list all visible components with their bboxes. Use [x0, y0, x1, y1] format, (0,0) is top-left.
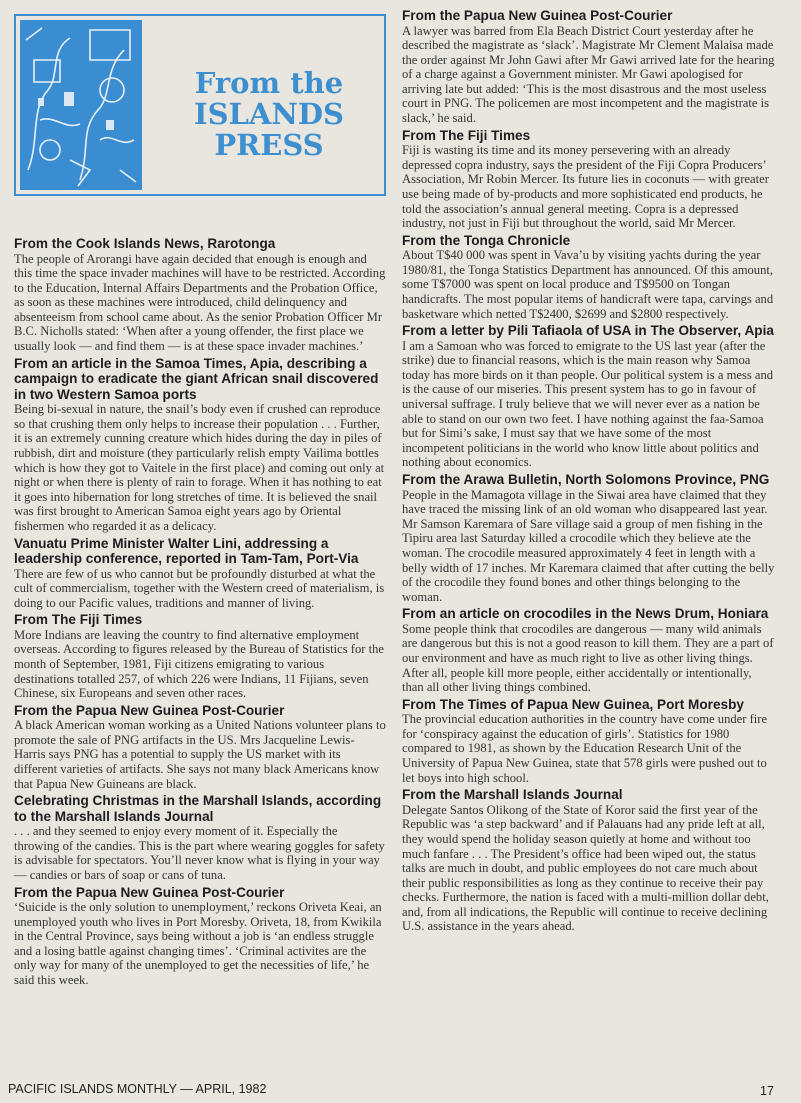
article-body: Being bi-sexual in nature, the snail’s body even if crushed can reproduce so that crushing them only helps to increase their population . . . Further, it is an extremely cunning creature which hides during the day in piles of rubbish, dirt and moisture (they particularly relish empty Vailima bottles which is how they got to Vaitele in the first place) and coming out only at night or when there is plenty of rain to forage. When it has nothing to eat it goes into hibernation for long stretches of time. It is believed the snail was first brought to American Samoa eight years ago by Oriental fishermen who regarded it as a delicacy. — [14, 402, 385, 533]
article-body: A lawyer was barred from Ela Beach District Court yesterday after he described the magistrate as ‘slack’. Magistrate Mr Clement Malaisa made the order against Mr John Gawi after Mr Gawi arrived late for the hearing of a charge against a Government minister. Mr Gawi apologised for arriving late but added: ‘This is the most disastrous and the most useless court in PNG. The policemen are most incompetent and the magistrate is slack,’ he said. — [402, 23, 775, 126]
article-body: More Indians are leaving the country to find alternative employment overseas. According to figures released by the Bureau of Statistics for the month of September, 1981, Fiji citizens emigrating to various destinations totalled 257, of which 226 were Indians, 11 Fijians, seven Chinese, six Europeans and seven other races. — [14, 627, 385, 701]
article-heading: Vanuatu Prime Minister Walter Lini, addressing a leadership conference, reported in Tam-Tam, Port-Via — [14, 535, 359, 566]
article-body: Some people think that crocodiles are dangerous — many wild animals are dangerous but this is not a good reason to kill them. They are a part of our environment and have as much right to live as other living things. After all, people kill more people, either accidentally or intentionally, than all other living things combined. — [402, 621, 774, 695]
article-tonga-yachts — [402, 233, 776, 321]
article-samoa-letter — [402, 323, 776, 470]
article-body: About T$40 000 was spent in Vava’u by visiting yachts during the year 1980/81, the Tonga Statistics Department has announced. Of this amount, some T$7000 was spent on local produce and T$9500 on Tongan handicrafts. The most popular items of handicraft were tapa, carvings and basketware which netted T$2400, $2699 and $2800 respectively. — [402, 248, 774, 321]
masthead-banner — [14, 14, 386, 196]
article-heading: From the Papua New Guinea Post-Courier — [14, 884, 285, 900]
article-marshall-christmas — [14, 793, 386, 882]
article-png-unemployment — [14, 885, 386, 988]
masthead-title-line1: From the — [194, 66, 344, 100]
article-heading: From an article in the Samoa Times, Apia, describing a campaign to eradicate the giant African snail discovered in two Western Samoa ports — [14, 355, 379, 402]
article-crocodiles-news-drum — [402, 606, 776, 694]
right-column — [402, 8, 776, 936]
left-column — [14, 236, 386, 990]
article-png-girls-education — [402, 697, 776, 785]
article-body: Delegate Santos Olikong of the State of Koror said the first year of the Republic was ‘a step backward’ and if Palauans had any pride left at all, they would spend the holiday season quietly at home and without too much fanfare . . . The President’s office had been wiped out, the status talks are much in doubt, and public employees do not care much about their public responsibilities as long as they continue to receive their pay checks. Furthermore, the nation is faced with a multi-million dollar debt, and, from all indications, the Republic will continue to receive declining U.S. assistance in the years ahead. — [402, 802, 769, 934]
article-body: A black American woman working as a United Nations volunteer plans to promote the sale of PNG artifacts in the US. Mrs Jacqueline Lewis-Harris says PNG has a potential to supply the US market with its different varieties of artifacts. She says not many black Americans know that Papua New Guineans are black. — [14, 718, 386, 791]
masthead-title-line3: PRESS — [214, 128, 324, 162]
article-fiji-copra — [402, 128, 776, 231]
article-heading: From the Papua New Guinea Post-Courier — [402, 8, 673, 23]
article-heading: From The Fiji Times — [402, 127, 531, 143]
article-heading: From The Times of Papua New Guinea, Port Moresby — [402, 696, 744, 712]
article-body: People in the Mamagota village in the Siwai area have claimed that they have traced the missing link of an old woman who disappeared last year. Mr Samson Karemara of Sare village said a group of men fishing in the Tipiru area last Saturday killed a crocodile which they believe ate the woman. The crocodile measured approximately 4 feet in length with a belly width of 17 inches. Mr Karemara claimed that after cutting the belly of the crocodile they found bones and other things belonging to the woman. — [402, 487, 775, 604]
article-heading: From a letter by Pili Tafiaola of USA in The Observer, Apia — [402, 323, 774, 339]
article-body: Fiji is wasting its time and its money persevering with an already depressed copra industry, says the president of the Fiji Copra Producers’ Association, Mr Robin Mercer. Its future lies in coconuts — with greater use being made of by-products and more sophisticated end products, he told the association’s annual general meeting. Copra is a depressed industry, not just in Fiji but throughout the world, said Mr Mercer. — [402, 143, 769, 231]
article-heading: From the Cook Islands News, Rarotonga — [14, 236, 276, 251]
article-samoa-snail — [14, 356, 386, 534]
article-heading: Celebrating Christmas in the Marshall Islands, according to the Marshall Islands Journal — [14, 793, 382, 824]
article-vanuatu-lini — [14, 536, 386, 611]
article-png-lawyer — [402, 8, 776, 126]
article-heading: From the Arawa Bulletin, North Solomons Province, PNG — [402, 472, 770, 488]
masthead-illustration — [20, 20, 142, 190]
article-body: I am a Samoan who was forced to emigrate to the US last year (after the strike) due to financial reasons, which is the main reason why Samoa today has more birds on it than people. Our political system is a mess and is the cause of our miseries. This present system has to go in favour of universal suffrage. I truly believe that we will never ever as a nation be able to stand on our own two feet. I have nothing against the faa-Samoa but for Simi’s sake, I must say that we have some of the most incompetent politicians in the world who know little about politics and nothing about economics. — [402, 338, 774, 470]
footer-publication: PACIFIC ISLANDS MONTHLY — APRIL, 1982 — [8, 1082, 267, 1096]
article-body: The people of Arorangi have again decided that enough is enough and this time the space invader machines will have to be restricted. According to the Education, Internal Affairs Departments and the Probation Office, as soon as these machines were introduced, child delinquency and absenteeism from school came about. As the senior Probation Officer Mr B.C. Nicholls stated: ‘When after a young offender, the first place we usually look — and find them — is at these space invader machines.’ — [14, 251, 386, 354]
article-heading: From an article on crocodiles in the News Drum, Honiara — [402, 606, 769, 622]
page-number: 17 — [760, 1084, 774, 1098]
masthead-title — [156, 68, 382, 161]
article-body: ‘Suicide is the only solution to unemployment,’ reckons Oriveta Keai, an unemployed youth who lives in Port Moresby. Oriveta, 18, from Kwikila in the Central Province, says being without a job is ‘an endless struggle and a losing battle against changing times’. ‘Criminal activites are the only way for many of the unemployed to get the necessities of life,’ he said this week. — [14, 900, 382, 988]
article-heading: From The Fiji Times — [14, 612, 143, 628]
article-heading: From the Tonga Chronicle — [402, 232, 571, 248]
masthead-title-line2: ISLANDS — [194, 97, 344, 131]
article-fiji-emigration — [14, 612, 386, 700]
article-arawa-crocodile — [402, 472, 776, 604]
article-body: . . . and they seemed to enjoy every moment of it. Especially the throwing of the candies. This is the part where wearing goggles for safety is advisable for spectators. You’ll never know what is flying in your way — candies or bars of soap or cans of tuna. — [14, 824, 385, 882]
article-png-artifacts — [14, 703, 386, 791]
article-heading: From the Papua New Guinea Post-Courier — [14, 702, 285, 718]
article-cook-islands — [14, 236, 386, 354]
article-body: There are few of us who cannot but be profoundly disturbed at what the cult of commercialism, together with the Western creed of materialism, is doing to our Pacific values, traditions and manner of living. — [14, 566, 385, 610]
article-marshall-palau — [402, 787, 776, 934]
article-heading: From the Marshall Islands Journal — [402, 787, 623, 803]
article-body: The provincial education authorities in the country have come under fire for ‘conspiracy against the education of girls’. Statistics for 1980 compared to 1981, as shown by the Education Research Unit of the University of Papua New Guinea, state that 578 girls were pushed out to let boys into high school. — [402, 712, 768, 785]
